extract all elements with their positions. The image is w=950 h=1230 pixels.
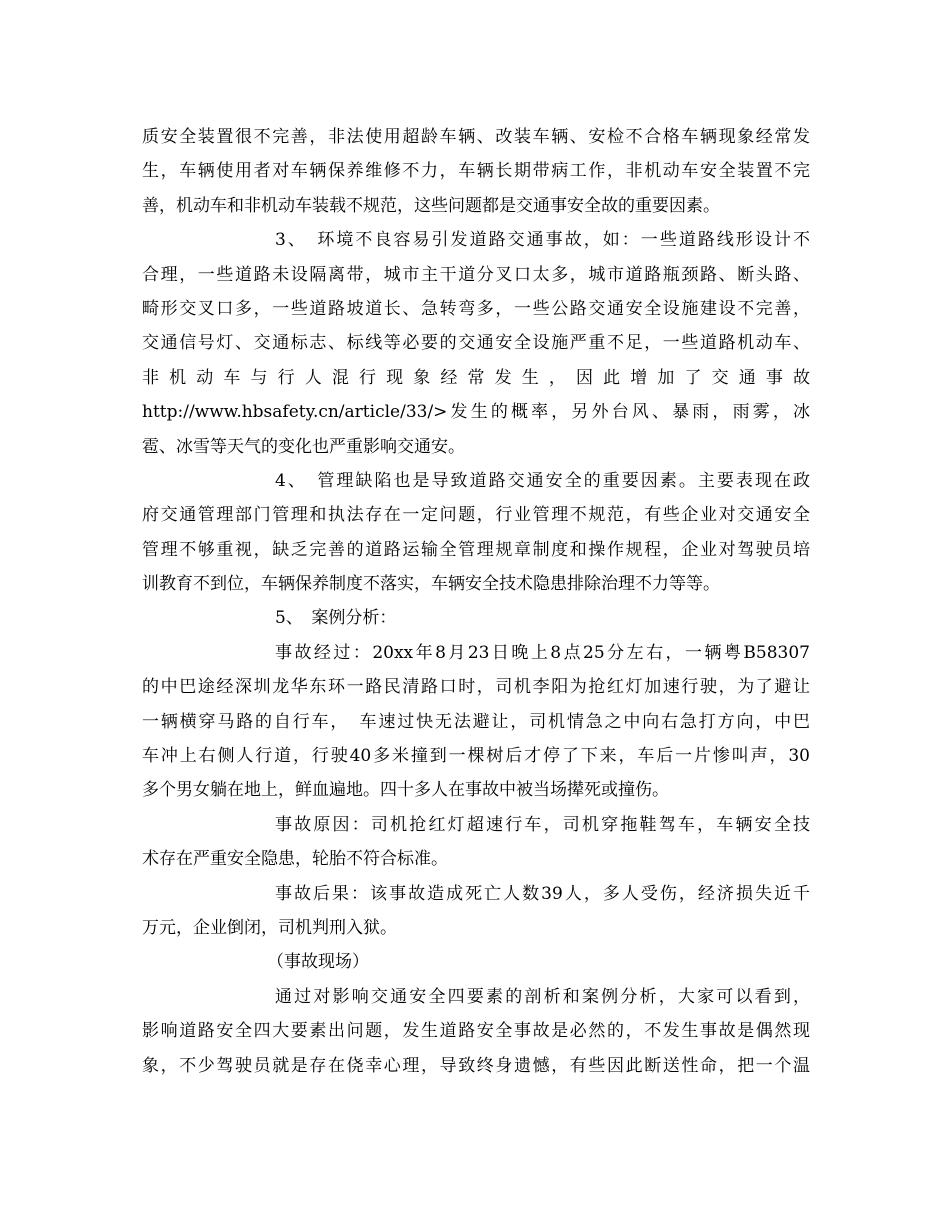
text-line: 非机动车与行人混行现象经常发生，因此增加了交通事故 [142,367,810,388]
text-line: 善，机动车和非机动车装载不规范，这些问题都是交通事安全故的重要因素。 [142,195,720,216]
text-line: 术存在严重安全隐患，轮胎不符合标准。 [142,849,448,870]
text-line: 管理不够重视，缺乏完善的道路运输全管理规章制度和操作规程，企业对驾驶员培 [142,539,810,560]
text-line: 合理，一些道路未设隔离带，城市主干道分叉口太多，城市道路瓶颈路、断头路、 [142,264,810,285]
text-line: 交通信号灯、交通标志、标线等必要的交通安全设施严重不足，一些道路机动车、 [142,333,810,354]
text-line: 事故原因：司机抢红灯超速行车，司机穿拖鞋驾车，车辆安全技 [275,814,810,835]
text-line: 万元，企业倒闭，司机判刑入狱。 [142,917,397,938]
text-line: 畸形交叉口多，一些道路坡道长、急转弯多，一些公路交通安全设施建设不完善， [142,298,810,319]
text-line: 质安全装置很不完善，非法使用超龄车辆、改装车辆、安检不合格车辆现象经常发 [142,127,810,147]
text-line: 4、 管理缺陷也是导致道路交通安全的重要因素。主要表现在政 [275,470,810,491]
document-body [142,120,810,1083]
text-line: 5、 案例分析： [275,608,397,629]
text-line: 生，车辆使用者对车辆保养维修不力，车辆长期带病工作，非机动车安全装置不完 [142,161,810,182]
text-line: 3、 环境不良容易引发道路交通事故，如：一些道路线形设计不 [275,230,810,251]
text-line: 影响道路安全四大要素出问题，发生道路安全事故是必然的，不发生事故是偶然现 [142,1021,810,1042]
text-line: 车冲上右侧人行道，行驶40多米撞到一棵树后才停了下来，车后一片惨叫声，30 [142,746,810,767]
text-line: （事故现场） [267,952,369,973]
text-line: http://www.hbsafety.cn/article/33/>发生的概率，另外台风、暴雨，雨雾，冰 [142,402,810,423]
text-line: 多个男女躺在地上，鲜血遍地。四十多人在事故中被当场撵死或撞伤。 [142,780,669,801]
text-line: 一辆横穿马路的自行车， 车速过快无法避让，司机情急之中向右急打方向，中巴 [142,711,810,732]
text-line: 的中巴途经深圳龙华东环一路民清路口时，司机李阳为抢红灯加速行驶，为了避让 [142,677,810,698]
text-line: 训教育不到位，车辆保养制度不落实，车辆安全技术隐患排除治理不力等等。 [142,574,720,595]
text-line: 府交通管理部门管理和执法存在一定问题，行业管理不规范，有些企业对交通安全 [142,505,810,526]
text-line: 雹、冰雪等天气的变化也严重影响交通安。 [142,436,465,457]
text-line: 通过对影响交通安全四要素的剖析和案例分析，大家可以看到， [275,986,810,1007]
text-line: 象，不少驾驶员就是存在侥幸心理，导致终身遗憾，有些因此断送性命，把一个温 [142,1055,810,1076]
text-line: 事故经过：20xx年8月23日晚上8点25分左右，一辆粤B58307 [275,642,810,663]
text-line: 事故后果：该事故造成死亡人数39人，多人受伤，经济损失近千 [275,883,810,904]
